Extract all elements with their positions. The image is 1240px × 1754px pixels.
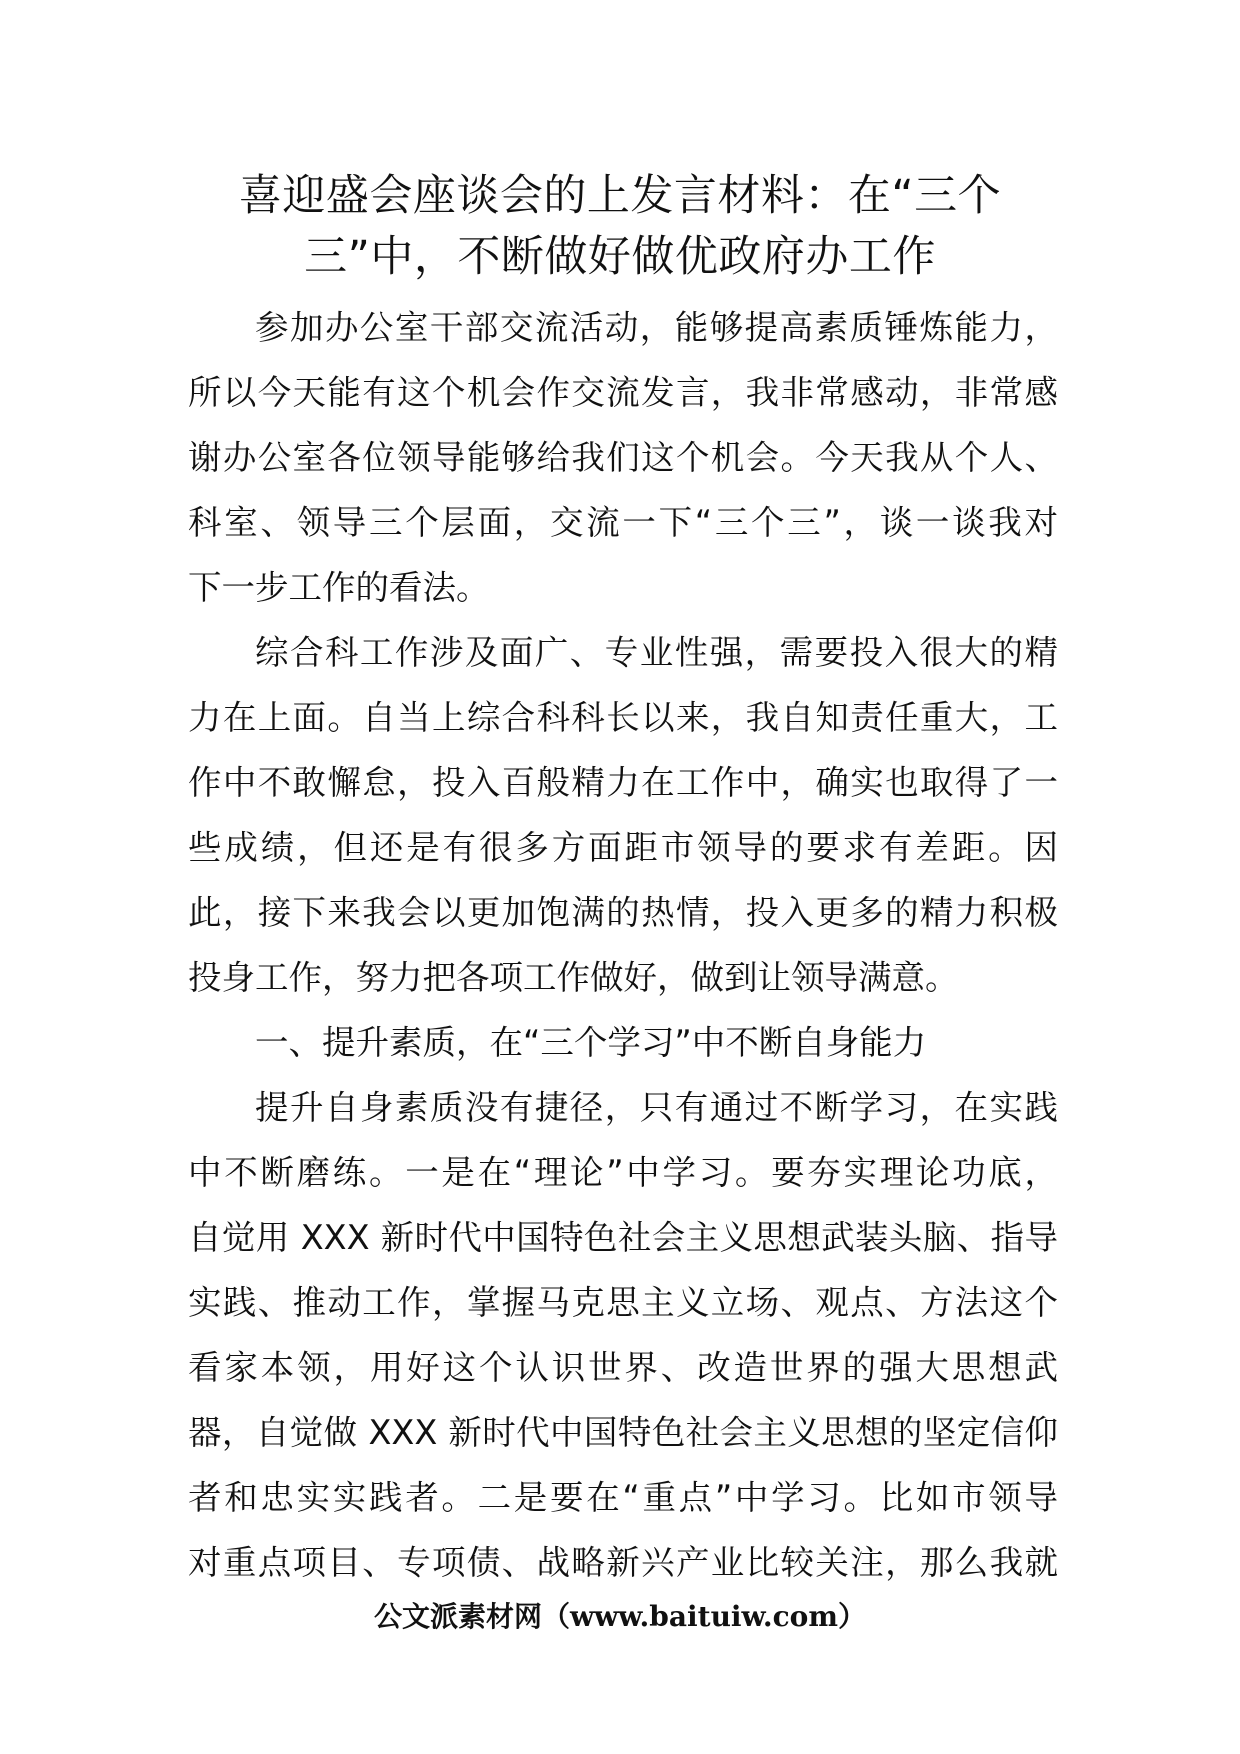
- paragraph-line: 此，接下来我会以更加饱满的热情，投入更多的精力积极: [188, 893, 1058, 932]
- document-body: [188, 295, 1058, 1595]
- paragraph-line: 自觉用 XXX 新时代中国特色社会主义思想武装头脑、指导: [188, 1218, 1058, 1257]
- document-title: [150, 166, 1090, 288]
- site-footer: 公文派素材网（www.baituiw.com）: [374, 1600, 866, 1633]
- paragraph-line: 中不断磨练。一是在“理论”中学习。要夯实理论功底，: [188, 1153, 1058, 1192]
- section-heading: 一、提升素质，在“三个学习”中不断自身能力: [255, 1023, 927, 1062]
- title-line: 三”中，不断做好做优政府办工作: [304, 232, 936, 282]
- paragraph-line: 综合科工作涉及面广、专业性强，需要投入很大的精: [255, 633, 1058, 672]
- paragraph-line: 作中不敢懈怠，投入百般精力在工作中，确实也取得了一: [188, 763, 1058, 802]
- paragraph-line: 提升自身素质没有捷径，只有通过不断学习，在实践: [255, 1088, 1058, 1127]
- paragraph-line: 科室、领导三个层面，交流一下“三个三”，谈一谈我对: [188, 503, 1058, 542]
- paragraph-line: 者和忠实实践者。二是要在“重点”中学习。比如市领导: [188, 1478, 1058, 1517]
- paragraph-line: 所以今天能有这个机会作交流发言，我非常感动，非常感: [188, 373, 1058, 412]
- paragraph-line: 对重点项目、专项债、战略新兴产业比较关注，那么我就: [188, 1543, 1058, 1582]
- paragraph-line: 谢办公室各位领导能够给我们这个机会。今天我从个人、: [188, 438, 1058, 477]
- paragraph-line: 参加办公室干部交流活动，能够提高素质锤炼能力，: [255, 308, 1058, 347]
- paragraph-line: 看家本领，用好这个认识世界、改造世界的强大思想武: [188, 1348, 1058, 1387]
- paragraph-line: 实践、推动工作，掌握马克思主义立场、观点、方法这个: [188, 1283, 1058, 1322]
- paragraph-line: 下一步工作的看法。: [188, 568, 490, 607]
- paragraph-line: 投身工作，努力把各项工作做好，做到让领导满意。: [188, 958, 959, 997]
- paragraph-line: 力在上面。自当上综合科科长以来，我自知责任重大，工: [188, 698, 1058, 737]
- title-line: 喜迎盛会座谈会的上发言材料：在“三个: [238, 171, 1002, 221]
- paragraph-line: 器，自觉做 XXX 新时代中国特色社会主义思想的坚定信仰: [188, 1413, 1058, 1452]
- paragraph-line: 些成绩，但还是有很多方面距市领导的要求有差距。因: [188, 828, 1058, 867]
